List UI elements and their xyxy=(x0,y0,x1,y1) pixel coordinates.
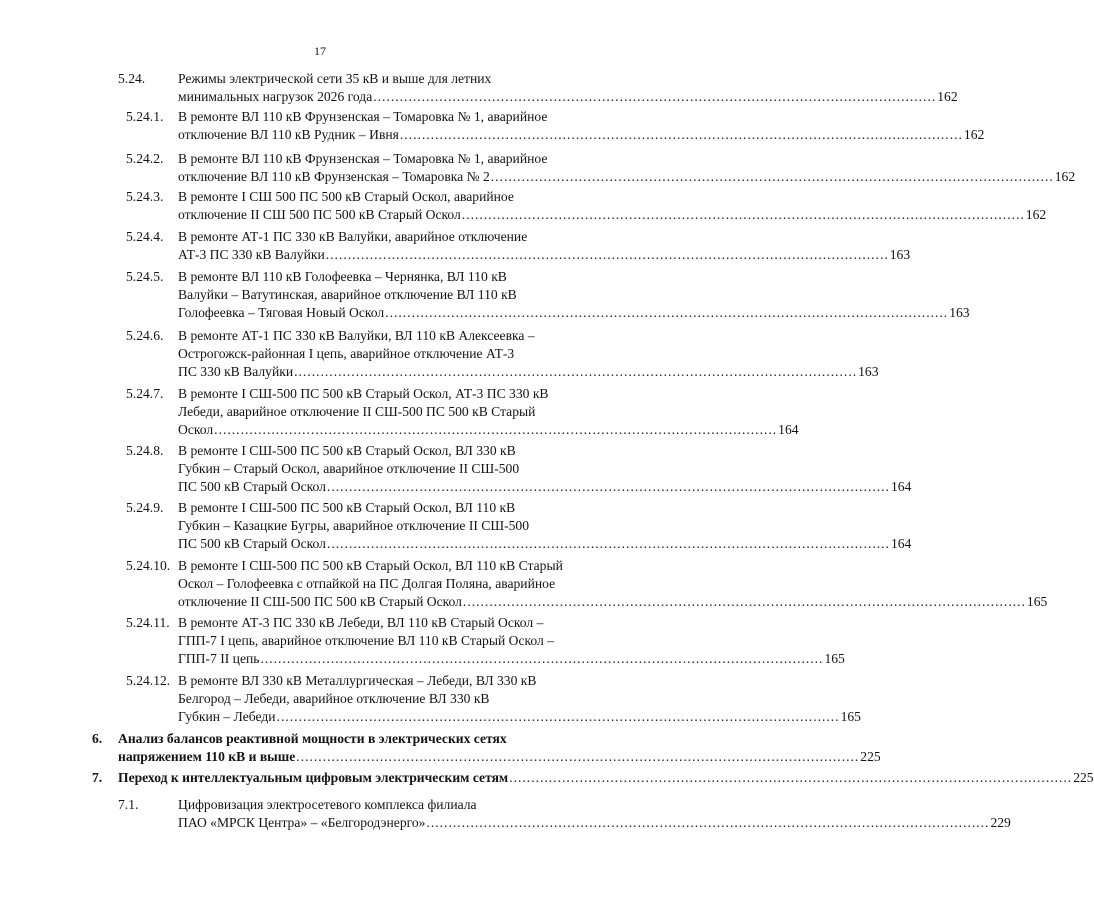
toc-entry-line: Валуйки – Ватутинская, аварийное отключение ВЛ 110 кВ xyxy=(178,287,517,302)
toc-page-number: 225 xyxy=(860,749,881,764)
toc-entry-title xyxy=(178,108,985,144)
toc-entry-title xyxy=(178,499,912,553)
toc-entry-line: ПС 500 кВ Старый Оскол xyxy=(178,536,326,551)
toc-entry-title xyxy=(178,70,958,106)
toc-entry-line: Голофеевка – Тяговая Новый Оскол xyxy=(178,305,385,320)
dot-leader: ................................................................................................................................ xyxy=(296,749,860,764)
toc-entry-number: 5.24.6. xyxy=(126,328,164,343)
toc-entry-title xyxy=(178,385,799,439)
toc-page-number: 162 xyxy=(963,127,985,142)
toc-page-number: 163 xyxy=(858,364,879,379)
toc-entry-number: 5.24.7. xyxy=(126,386,164,401)
toc-entry-number: 7.1. xyxy=(118,797,139,812)
toc-entry-line: Губкин – Казацкие Бугры, аварийное отключение II СШ-500 xyxy=(178,518,530,533)
toc-entry-line: В ремонте I СШ-500 ПС 500 кВ Старый Оскол, ВЛ 330 кВ xyxy=(178,443,516,458)
toc-entry-line: В ремонте АТ-1 ПС 330 кВ Валуйки, ВЛ 110 кВ Алексеевка – xyxy=(178,328,535,343)
toc-page-number: 164 xyxy=(778,422,799,437)
toc-entry-number: 7. xyxy=(92,770,103,785)
toc-entry-number: 5.24.1. xyxy=(126,109,164,124)
toc-entry-title xyxy=(178,188,1047,224)
toc-page-number: 165 xyxy=(840,709,861,724)
toc-entry-line: Оскол xyxy=(178,422,214,437)
toc-entry-title xyxy=(178,268,970,322)
toc-page-number: 225 xyxy=(1073,770,1094,785)
toc-entry-number: 5.24.8. xyxy=(126,443,164,458)
toc-page-number: 162 xyxy=(937,89,958,104)
toc-entry-line: Острогожск-районная I цепь, аварийное отключение АТ-3 xyxy=(178,346,515,361)
toc-entry-line: отключение II СШ-500 ПС 500 кВ Старый Оскол xyxy=(178,594,462,609)
toc-page-number: 229 xyxy=(990,815,1011,830)
toc-entry-line: АТ-3 ПС 330 кВ Валуйки xyxy=(178,247,325,262)
toc-entry-number: 5.24.11. xyxy=(126,615,170,630)
toc-entry-line: Лебеди, аварийное отключение II СШ-500 ПС 500 кВ Старый xyxy=(178,404,536,419)
dot-leader: ................................................................................................................................ xyxy=(326,536,890,551)
dot-leader: ................................................................................................................................ xyxy=(461,207,1025,222)
toc-entry-number: 5.24.2. xyxy=(126,151,164,166)
toc-page-number: 164 xyxy=(890,479,912,494)
toc-entry-title xyxy=(178,442,912,496)
toc-entry-line: В ремонте ВЛ 110 кВ Голофеевка – Чернянка, ВЛ 110 кВ xyxy=(178,269,507,284)
dot-leader: ................................................................................................................................ xyxy=(373,89,937,104)
toc-entry-line: ГПП-7 I цепь, аварийное отключение ВЛ 110 кВ Старый Оскол – xyxy=(178,633,554,648)
toc-entry-line: В ремонте АТ-1 ПС 330 кВ Валуйки, аварийное отключение xyxy=(178,229,528,244)
toc-page-number: 165 xyxy=(1026,594,1048,609)
toc-entry-number: 6. xyxy=(92,731,103,746)
toc-entry-line: В ремонте I СШ-500 ПС 500 кВ Старый Оскол, ВЛ 110 кВ Старый xyxy=(178,558,563,573)
dot-leader: ................................................................................................................................ xyxy=(294,364,858,379)
toc-entry-title xyxy=(178,327,879,381)
toc-entry-title xyxy=(178,228,911,264)
toc-entry-line: отключение II СШ 500 ПС 500 кВ Старый Оскол xyxy=(178,207,461,222)
toc-entry-number: 5.24.5. xyxy=(126,269,164,284)
dot-leader: ................................................................................................................................ xyxy=(399,127,963,142)
toc-entry-line: ПС 500 кВ Старый Оскол xyxy=(178,479,326,494)
dot-leader: ................................................................................................................................ xyxy=(490,169,1054,184)
dot-leader: ................................................................................................................................ xyxy=(214,422,778,437)
dot-leader: ................................................................................................................................ xyxy=(385,305,949,320)
toc-entry-title xyxy=(118,769,1094,787)
toc-entry-line: ПС 330 кВ Валуйки xyxy=(178,364,294,379)
dot-leader: ................................................................................................................................ xyxy=(509,770,1073,785)
dot-leader: ................................................................................................................................ xyxy=(260,651,824,666)
toc-page-number: 162 xyxy=(1054,169,1076,184)
toc-entry-line: Цифровизация электросетевого комплекса филиала xyxy=(178,797,477,812)
toc-entry-number: 5.24. xyxy=(118,71,146,86)
toc-entry-line: Режимы электрической сети 35 кВ и выше для летних xyxy=(178,71,492,86)
toc-entry-line: Оскол – Голофеевка с отпайкой на ПС Долгая Поляна, аварийное xyxy=(178,576,556,591)
toc-page-number: 165 xyxy=(824,651,845,666)
toc-entry-line: В ремонте I СШ-500 ПС 500 кВ Старый Оскол, АТ-3 ПС 330 кВ xyxy=(178,386,549,401)
dot-leader: ................................................................................................................................ xyxy=(462,594,1026,609)
toc-entry-title xyxy=(118,730,881,766)
toc-entry-line: Белгород – Лебеди, аварийное отключение ВЛ 330 кВ xyxy=(178,691,490,706)
toc-entry-title xyxy=(178,672,861,726)
toc-entry-title xyxy=(178,150,1076,186)
dot-leader: ................................................................................................................................ xyxy=(426,815,990,830)
dot-leader: ................................................................................................................................ xyxy=(276,709,840,724)
toc-entry-number: 5.24.3. xyxy=(126,189,164,204)
toc-entry-line: В ремонте ВЛ 330 кВ Металлургическая – Лебеди, ВЛ 330 кВ xyxy=(178,673,537,688)
toc-entry-title xyxy=(178,557,1048,611)
toc-entry-line: минимальных нагрузок 2026 года xyxy=(178,89,373,104)
toc-entry-line: В ремонте I СШ-500 ПС 500 кВ Старый Оскол, ВЛ 110 кВ xyxy=(178,500,516,515)
toc-page-number: 162 xyxy=(1025,207,1047,222)
toc-entry-line: ГПП-7 II цепь xyxy=(178,651,260,666)
toc-entry-line: В ремонте ВЛ 110 кВ Фрунзенская – Томаровка № 1, аварийное xyxy=(178,151,548,166)
toc-entry-line: отключение ВЛ 110 кВ Фрунзенская – Томаровка № 2 xyxy=(178,169,490,184)
toc-entry-line: В ремонте АТ-3 ПС 330 кВ Лебеди, ВЛ 110 кВ Старый Оскол – xyxy=(178,615,544,630)
toc-entry-title xyxy=(178,796,1011,832)
toc-entry-line: Переход к интеллектуальным цифровым электрическим сетям xyxy=(118,770,509,785)
toc-entry-number: 5.24.9. xyxy=(126,500,164,515)
dot-leader: ................................................................................................................................ xyxy=(325,247,889,262)
toc-entry-number: 5.24.10. xyxy=(126,558,171,573)
toc-entry-line: ПАО «МРСК Центра» – «Белгородэнерго» xyxy=(178,815,426,830)
toc-entry-line: отключение ВЛ 110 кВ Рудник – Ивня xyxy=(178,127,399,142)
toc-entry-line: Губкин – Старый Оскол, аварийное отключение II СШ-500 xyxy=(178,461,520,476)
toc-page-number: 163 xyxy=(889,247,911,262)
toc-entry-line: В ремонте I СШ 500 ПС 500 кВ Старый Оскол, аварийное xyxy=(178,189,514,204)
toc-entry-line: напряжением 110 кВ и выше xyxy=(118,749,296,764)
toc-page-number: 163 xyxy=(949,305,970,320)
dot-leader: ................................................................................................................................ xyxy=(326,479,890,494)
toc-page-number: 164 xyxy=(890,536,912,551)
toc-entry-number: 5.24.4. xyxy=(126,229,164,244)
toc-entry-line: Губкин – Лебеди xyxy=(178,709,276,724)
toc-entry-line: В ремонте ВЛ 110 кВ Фрунзенская – Томаровка № 1, аварийное xyxy=(178,109,548,124)
toc-entry-number: 5.24.12. xyxy=(126,673,171,688)
toc-entry-title xyxy=(178,614,845,668)
toc-entry-line: Анализ балансов реактивной мощности в электрических сетях xyxy=(118,731,507,746)
page-number: 17 xyxy=(314,44,326,58)
